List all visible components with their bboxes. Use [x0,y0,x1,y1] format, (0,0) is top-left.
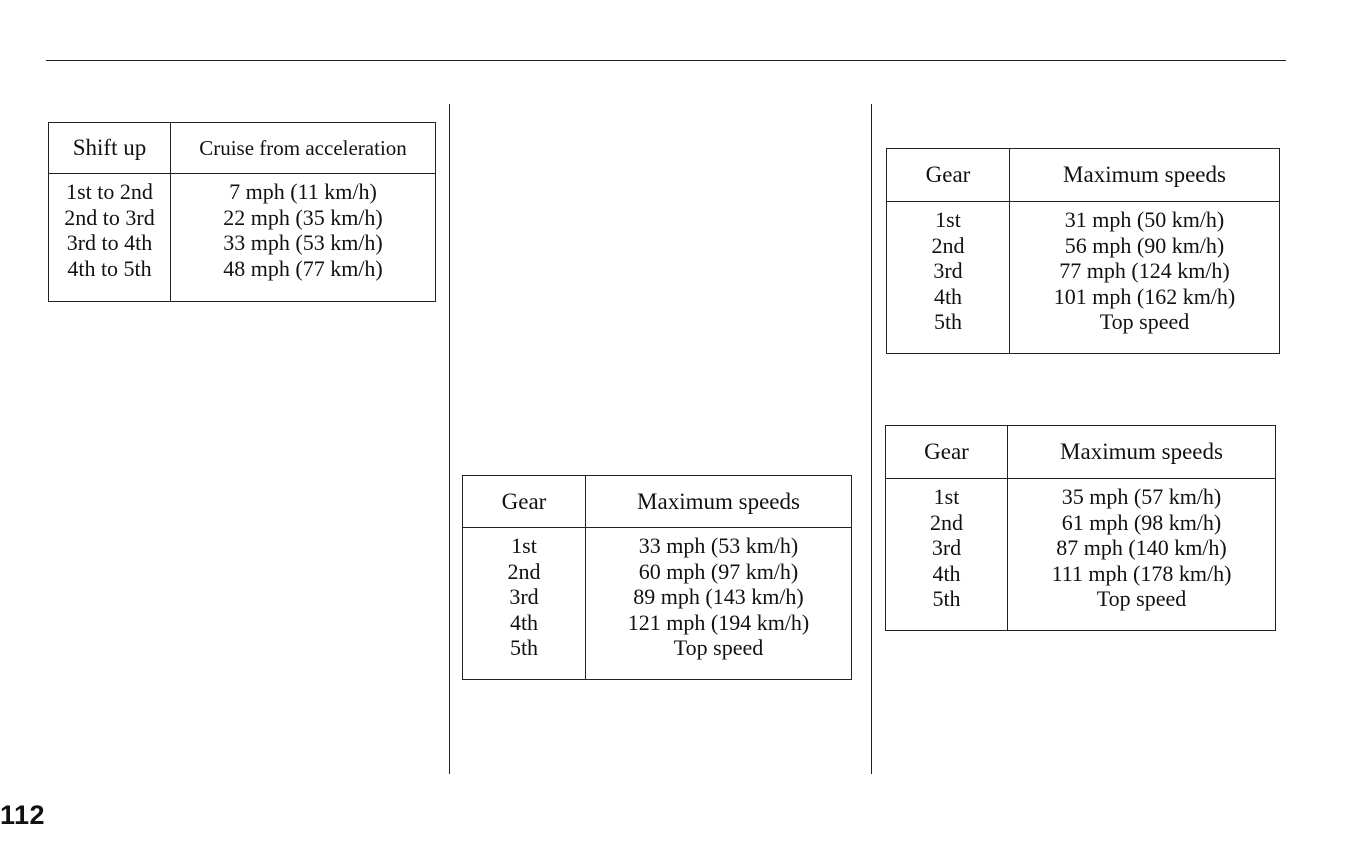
cell-max-speed: 101 mph (162 km/h) [1053,283,1236,309]
cell-gear: 2nd [930,509,963,535]
cell-max-speed: Top speed [1096,586,1187,611]
cell-gear: 5th [509,635,539,660]
header-max-speeds: Maximum speeds [1060,439,1223,464]
cell-gear: 5th [932,586,961,611]
cell-gear: 3rd [509,584,539,609]
cell-gear: 3rd [931,535,962,560]
cell-max-speed: Top speed [1099,309,1190,334]
header-gear: Gear [886,426,1008,478]
cell-gear: 3rd [933,258,963,283]
table-body [49,174,435,301]
cell-shift: 2nd to 3rd [64,204,155,230]
cell-cruise-speed: 22 mph (35 km/h) [223,204,383,230]
cell-max-speed: 31 mph (50 km/h) [1064,207,1225,232]
cell-max-speed: 61 mph (98 km/h) [1061,509,1222,535]
cell-max-speed: Top speed [673,635,764,660]
header-max-speeds: Maximum speeds [1063,162,1226,187]
header-gear: Gear [463,476,586,527]
header-max-speeds: Maximum speeds [637,488,800,514]
cell-gear: 1st [935,207,961,232]
cell-max-speed: 87 mph (140 km/h) [1056,535,1227,560]
cell-max-speed: 56 mph (90 km/h) [1064,232,1225,258]
cell-max-speed: 89 mph (143 km/h) [633,584,804,609]
cell-shift: 1st to 2nd [66,179,153,204]
header-shift-up: Shift up [49,123,171,173]
cell-max-speed: 121 mph (194 km/h) [627,609,810,635]
shift-up-table [48,122,436,302]
cell-gear: 5th [933,309,963,334]
table-body [463,528,851,679]
cell-gear: 4th [933,283,963,309]
column-divider-right [871,104,872,774]
max-speeds-table-b [886,148,1280,354]
cell-gear: 2nd [931,232,965,258]
cell-gear: 4th [932,560,961,586]
table-header [49,123,435,174]
header-rule [46,60,1286,61]
column-divider-left [449,104,450,774]
table-header [886,426,1275,479]
cell-shift: 3rd to 4th [66,230,153,255]
cell-gear: 2nd [507,558,541,584]
cell-shift: 4th to 5th [67,255,152,281]
page-number: 112 [0,800,46,830]
table-header [463,476,851,528]
max-speeds-table-a [462,475,852,680]
cell-cruise-speed: 48 mph (77 km/h) [223,255,383,281]
cell-max-speed: 77 mph (124 km/h) [1059,258,1230,283]
header-gear: Gear [887,149,1010,201]
cell-max-speed: 60 mph (97 km/h) [638,558,799,584]
cell-cruise-speed: 7 mph (11 km/h) [229,179,377,204]
cell-gear: 4th [509,609,539,635]
cell-gear: 1st [511,533,537,558]
max-speeds-table-c [885,425,1276,631]
header-cruise: Cruise from acceleration [199,135,407,160]
table-header [887,149,1279,202]
cell-max-speed: 35 mph (57 km/h) [1061,484,1222,509]
table-body [887,202,1279,353]
cell-cruise-speed: 33 mph (53 km/h) [223,230,383,255]
cell-gear: 1st [933,484,960,509]
table-body [886,479,1275,630]
cell-max-speed: 33 mph (53 km/h) [638,533,799,558]
cell-max-speed: 111 mph (178 km/h) [1051,560,1232,586]
